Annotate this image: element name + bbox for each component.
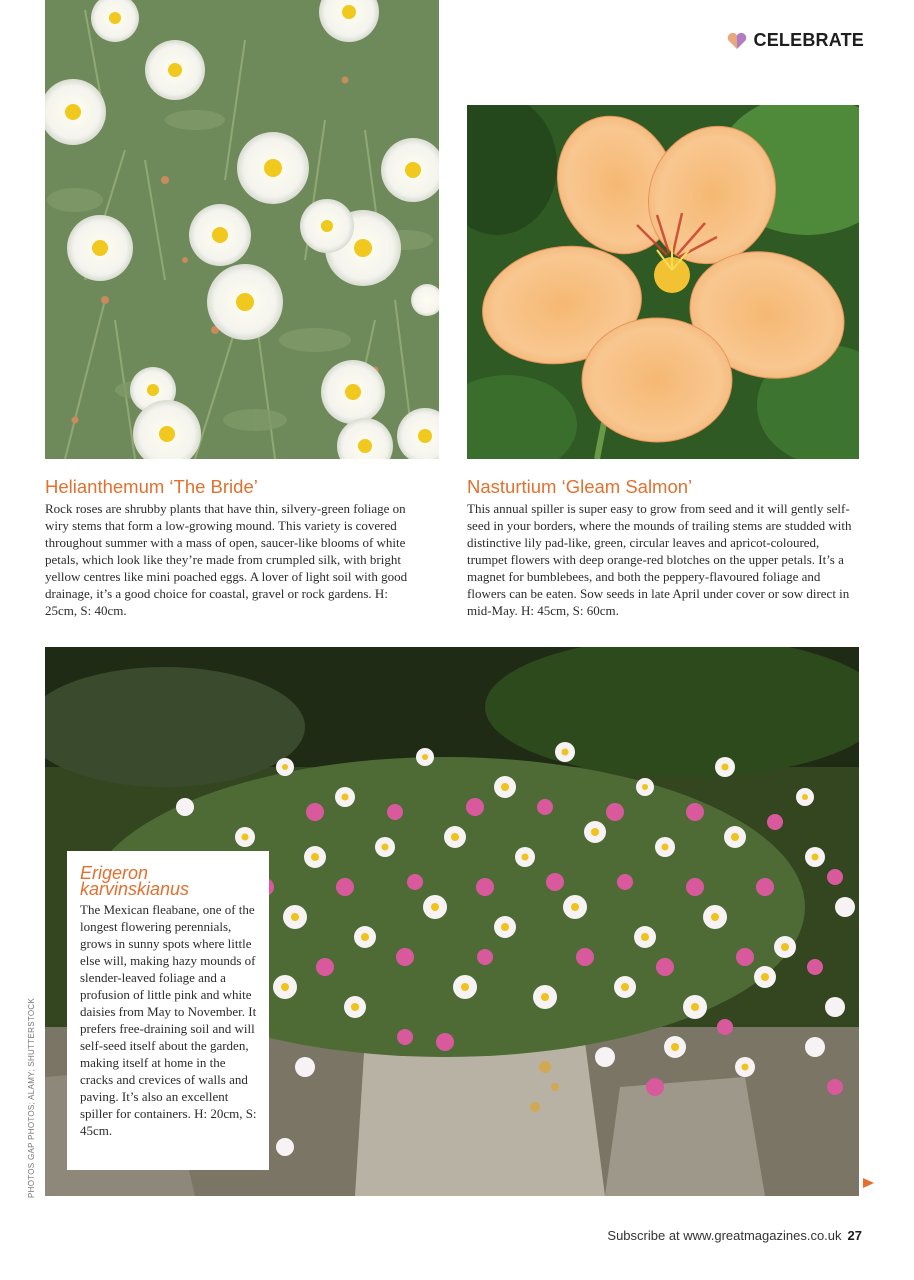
- erigeron-caption-box: [67, 851, 269, 1170]
- section-label: CELEBRATE: [753, 30, 864, 50]
- page-number: 27: [847, 1228, 862, 1243]
- nasturtium-title: Nasturtium ‘Gleam Salmon’: [467, 476, 693, 497]
- photo-credit: PHOTOS GAP PHOTOS; ALAMY; SHUTTERSTOCK: [27, 997, 36, 1198]
- section-tag: [726, 30, 864, 51]
- nasturtium-description: This annual spiller is super easy to grow from seed and it will gently self-seed in your borders, where the mounds of trailing stems are studded with distinctive lily pad-like, green, circular leaves and apricot-coloured, trumpet flowers with deep orange-red blotches on the upper petals. It’s a magnet for bumblebees, and both the peppery-flavoured foliage and flowers can be eaten. Sow seeds in late April under cover or sow direct in mid-May. H: 45cm, S: 60cm.: [467, 501, 852, 618]
- helianthemum-description: Rock roses are shrubby plants that have thin, silvery-green foliage on wiry stems that form a low-growing mound. This variety is covered throughout summer with a mass of open, saucer-like blooms of white petals, which look like they’re made from crumpled silk, with bright yellow centres like mini poached eggs. A lover of light soil with good drainage, it’s a good choice for coastal, gravel or rock gardens. H: 25cm, S: 40cm.: [45, 501, 408, 618]
- helianthemum-photo: [45, 0, 439, 459]
- subscribe-link[interactable]: Subscribe at www.greatmagazines.co.uk: [607, 1228, 842, 1243]
- heart-icon: [726, 32, 748, 50]
- helianthemum-title: Helianthemum ‘The Bride’: [45, 476, 258, 497]
- erigeron-description: The Mexican fleabane, one of the longest flowering perennials, grows in sunny spots where little else will, making hazy mounds of slender-leaved foliage and a profusion of little pink and white daisies from May to November. It prefers free-draining soil and will self-seed itself about the garden, making itself at home in the cracks and crevices of walls and paving. It’s also an excellent spiller for containers. H: 20cm, S: 45cm.: [80, 902, 257, 1138]
- footer: [607, 1228, 862, 1243]
- nasturtium-photo: [467, 105, 859, 459]
- erigeron-title: Erigeron karvinskianus: [80, 863, 190, 899]
- next-page-arrow-icon: [863, 1178, 874, 1188]
